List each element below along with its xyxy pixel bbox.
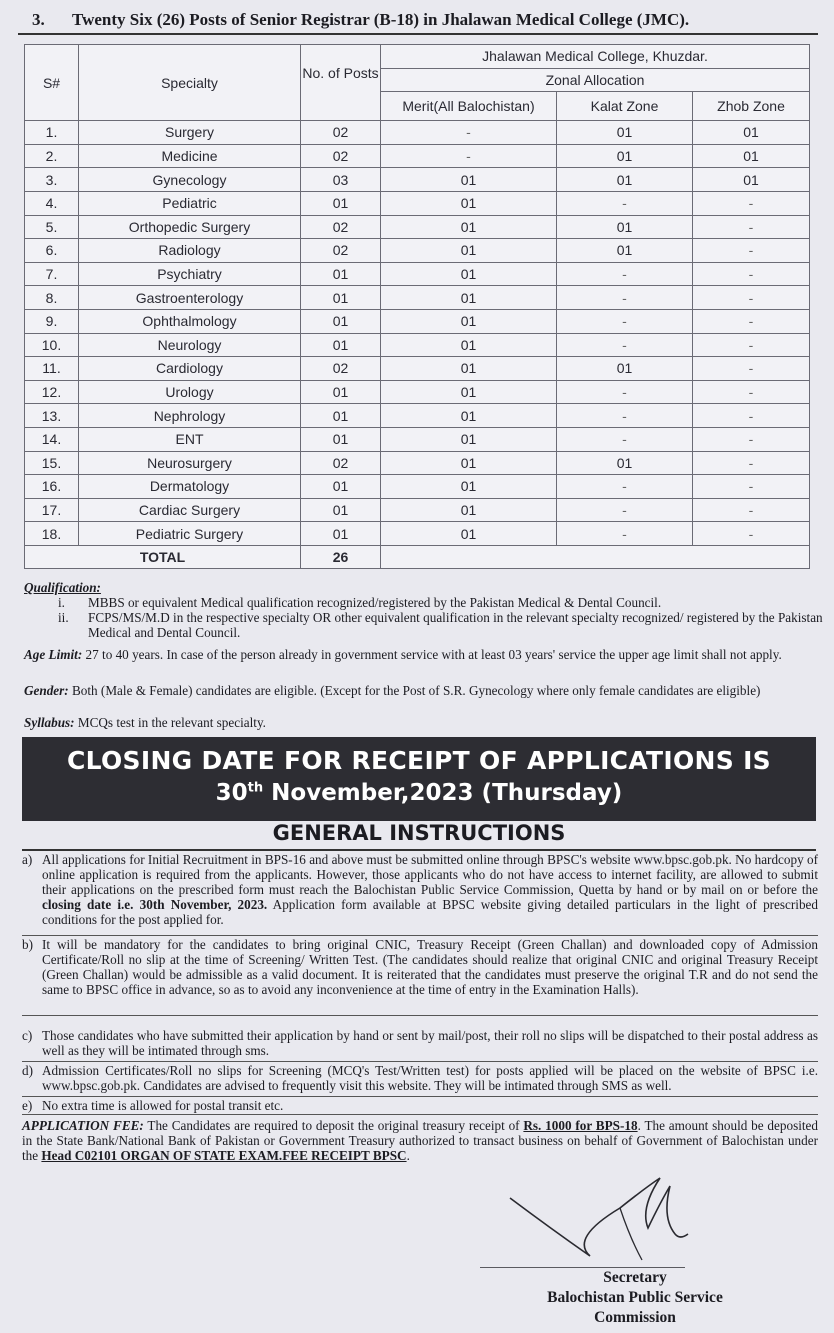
cell-zhob: - [693, 498, 810, 522]
cell-posts: 02 [301, 121, 381, 145]
fee-label: APPLICATION FEE: [22, 1118, 144, 1133]
cell-zhob: - [693, 215, 810, 239]
header-specialty: Specialty [79, 45, 301, 121]
cell-merit: - [381, 121, 557, 145]
instruction-b [22, 937, 818, 1016]
application-fee [22, 1118, 818, 1163]
cell-specialty: Gastroenterology [79, 286, 301, 310]
cell-merit: 01 [381, 191, 557, 215]
instruction-letter: b) [22, 937, 33, 952]
table-row [25, 380, 810, 404]
instruction-a-post: Application form available at BPSC website giving detailed particulars in the light of prescribed conditions for the post applied for. [42, 897, 818, 927]
cell-sno: 15. [25, 451, 79, 475]
cell-merit: 01 [381, 404, 557, 428]
cell-kalat: - [557, 309, 693, 333]
cell-zhob: 01 [693, 144, 810, 168]
cell-merit: 01 [381, 168, 557, 192]
age-limit-text: 27 to 40 years. In case of the person already in government service with at least 03 years' service the upper age limit shall not apply. [82, 647, 782, 662]
cell-posts: 01 [301, 404, 381, 428]
header-sno: S# [25, 45, 79, 121]
table-row [25, 262, 810, 286]
cell-zhob: - [693, 427, 810, 451]
table-row [25, 191, 810, 215]
cell-kalat: - [557, 475, 693, 499]
cell-kalat: 01 [557, 215, 693, 239]
qualification-label: Qualification: [24, 580, 101, 595]
cell-posts: 02 [301, 239, 381, 263]
signatory-org: Balochistan Public Service [547, 1289, 723, 1306]
syllabus-text: MCQs test in the relevant specialty. [74, 715, 266, 730]
gender-text: Both (Male & Female) candidates are eligible. (Except for the Post of S.R. Gynecology where only female candidates are eligible) [68, 683, 761, 698]
cell-specialty: Pediatric [79, 191, 301, 215]
table-row [25, 286, 810, 310]
instruction-letter: c) [22, 1028, 33, 1043]
cell-kalat: 01 [557, 239, 693, 263]
qualification-text: MBBS or equivalent Medical qualification recognized/registered by the Pakistan Medical & Dental Council. [88, 595, 662, 610]
cell-zhob: - [693, 357, 810, 381]
cell-zhob: - [693, 380, 810, 404]
age-limit-label: Age Limit: [24, 647, 83, 662]
cell-merit: 01 [381, 451, 557, 475]
cell-sno: 17. [25, 498, 79, 522]
instruction-letter: d) [22, 1063, 33, 1078]
cell-posts: 01 [301, 333, 381, 357]
cell-sno: 10. [25, 333, 79, 357]
table-row [25, 451, 810, 475]
cell-merit: 01 [381, 475, 557, 499]
age-limit [24, 648, 814, 662]
cell-specialty: Psychiatry [79, 262, 301, 286]
cell-kalat: - [557, 286, 693, 310]
cell-zhob: - [693, 475, 810, 499]
cell-zhob: - [693, 286, 810, 310]
cell-merit: 01 [381, 215, 557, 239]
qualification-item [24, 595, 824, 610]
cell-posts: 02 [301, 215, 381, 239]
banner-line2 [22, 775, 816, 806]
cell-merit: 01 [381, 262, 557, 286]
cell-specialty: Dermatology [79, 475, 301, 499]
cell-posts: 01 [301, 475, 381, 499]
instruction-letter: a) [22, 852, 33, 867]
cell-specialty: Urology [79, 380, 301, 404]
cell-kalat: - [557, 404, 693, 428]
cell-posts: 01 [301, 498, 381, 522]
fee-text: The Candidates are required to deposit the original treasury receipt of [143, 1118, 524, 1133]
cell-specialty: Cardiology [79, 357, 301, 381]
signatory-title: Secretary [603, 1269, 667, 1286]
table-row [25, 357, 810, 381]
table-row [25, 333, 810, 357]
banner-day: 30 [215, 780, 248, 806]
cell-zhob: 01 [693, 168, 810, 192]
gender-label: Gender: [24, 683, 69, 698]
signature-icon [470, 1168, 700, 1268]
cell-specialty: Radiology [79, 239, 301, 263]
instruction-a-pre: All applications for Initial Recruitment in BPS-16 and above must be submitted online through BPSC's website www.bpsc.gob.pk. No hardcopy of online application is required from the applicants. However, those applicants who do not have access to internet facility, are allowed to submit their applications on the prescribed form must reach the Balochistan Public Service Commission, Quetta by hand or by mail on or before the [42, 852, 818, 897]
fee-text: . [406, 1148, 410, 1163]
cell-zhob: - [693, 191, 810, 215]
cell-posts: 01 [301, 191, 381, 215]
cell-kalat: 01 [557, 451, 693, 475]
section-title: Twenty Six (26) Posts of Senior Registrar (B-18) in Jhalawan Medical College (JMC). [72, 10, 690, 29]
header-posts: No. of Posts [301, 45, 381, 121]
cell-zhob: - [693, 451, 810, 475]
instruction-a-bold: closing date i.e. 30th November, 2023. [42, 897, 268, 912]
cell-kalat: 01 [557, 357, 693, 381]
cell-sno: 5. [25, 215, 79, 239]
header-zonal: Zonal Allocation [381, 68, 810, 92]
cell-merit: 01 [381, 239, 557, 263]
cell-sno: 4. [25, 191, 79, 215]
cell-specialty: Medicine [79, 144, 301, 168]
cell-merit: 01 [381, 498, 557, 522]
section-heading [18, 10, 818, 35]
instruction-e [22, 1098, 818, 1115]
closing-date-banner [22, 737, 816, 821]
cell-specialty: Surgery [79, 121, 301, 145]
gender [24, 684, 814, 698]
cell-merit: 01 [381, 522, 557, 546]
cell-kalat: - [557, 191, 693, 215]
cell-zhob: - [693, 309, 810, 333]
cell-merit: 01 [381, 333, 557, 357]
cell-posts: 02 [301, 357, 381, 381]
instruction-e-text: No extra time is allowed for postal transit etc. [42, 1098, 284, 1113]
qualification [24, 580, 824, 640]
table-row [25, 239, 810, 263]
qualification-num: i. [58, 595, 65, 610]
fee-text: . The amount should be deposited in the State Bank/National Bank of Pakistan or Government Treasury authorized to transact business on behalf of Government of Balochistan under the [22, 1118, 818, 1163]
cell-merit: - [381, 144, 557, 168]
instruction-a [22, 852, 818, 936]
cell-merit: 01 [381, 427, 557, 451]
cell-posts: 02 [301, 451, 381, 475]
cell-specialty: ENT [79, 427, 301, 451]
syllabus-label: Syllabus: [24, 715, 75, 730]
table-row [25, 168, 810, 192]
cell-kalat: - [557, 380, 693, 404]
cell-sno: 16. [25, 475, 79, 499]
total-label: TOTAL [25, 545, 301, 569]
cell-merit: 01 [381, 357, 557, 381]
cell-zhob: 01 [693, 121, 810, 145]
instruction-b-text: It will be mandatory for the candidates to bring original CNIC, Treasury Receipt (Green Challan) and downloaded copy of Admission Certificate/Roll no slip at the time of Screening/ Written Test. (The candidates should realize that original CNIC and original Treasury Receipt (Green Challan) would be admissible as a valid document. It is reiterated that the candidates must preserve the original T.R and do not send the same to BPSC office in advance, so as to avoid any inconvenience at the time of entry in the Examination Halls). [42, 937, 818, 997]
posts-table [24, 44, 810, 569]
fee-amount: Rs. 1000 for BPS-18 [523, 1118, 638, 1133]
cell-sno: 1. [25, 121, 79, 145]
cell-posts: 03 [301, 168, 381, 192]
instruction-c [22, 1028, 818, 1062]
fee-head: Head C02101 ORGAN OF STATE EXAM.FEE RECEIPT BPSC [41, 1148, 407, 1163]
total-blank [381, 545, 810, 569]
cell-sno: 11. [25, 357, 79, 381]
cell-sno: 8. [25, 286, 79, 310]
cell-sno: 13. [25, 404, 79, 428]
header-zhob: Zhob Zone [693, 92, 810, 121]
header-merit: Merit(All Balochistan) [381, 92, 557, 121]
cell-merit: 01 [381, 286, 557, 310]
cell-specialty: Cardiac Surgery [79, 498, 301, 522]
cell-specialty: Ophthalmology [79, 309, 301, 333]
table-row [25, 121, 810, 145]
cell-kalat: - [557, 522, 693, 546]
cell-kalat: - [557, 262, 693, 286]
cell-posts: 01 [301, 309, 381, 333]
cell-posts: 01 [301, 522, 381, 546]
cell-posts: 02 [301, 144, 381, 168]
qualification-num: ii. [58, 610, 69, 625]
cell-zhob: - [693, 239, 810, 263]
qualification-item [24, 610, 824, 640]
instruction-letter: e) [22, 1098, 33, 1113]
qualification-text: FCPS/MS/M.D in the respective specialty OR other equivalent qualification in the relevant specialty recognized/ registered by the Pakistan Medical and Dental Council. [88, 610, 823, 640]
table-row [25, 475, 810, 499]
cell-sno: 6. [25, 239, 79, 263]
cell-specialty: Nephrology [79, 404, 301, 428]
cell-sno: 9. [25, 309, 79, 333]
cell-specialty: Neurology [79, 333, 301, 357]
cell-specialty: Orthopedic Surgery [79, 215, 301, 239]
cell-sno: 3. [25, 168, 79, 192]
cell-posts: 01 [301, 427, 381, 451]
signatory-org2: Commission [594, 1309, 676, 1326]
cell-kalat: 01 [557, 121, 693, 145]
signatory-block [500, 1268, 770, 1328]
table-row [25, 144, 810, 168]
table-header-row [25, 45, 810, 69]
cell-kalat: - [557, 427, 693, 451]
banner-rest: November,2023 (Thursday) [263, 780, 623, 806]
cell-posts: 01 [301, 286, 381, 310]
cell-sno: 14. [25, 427, 79, 451]
table-row [25, 498, 810, 522]
table-row [25, 522, 810, 546]
table-row [25, 404, 810, 428]
banner-line1: CLOSING DATE FOR RECEIPT OF APPLICATIONS IS [67, 746, 771, 775]
cell-kalat: 01 [557, 144, 693, 168]
cell-kalat: - [557, 498, 693, 522]
total-posts: 26 [301, 545, 381, 569]
cell-specialty: Neurosurgery [79, 451, 301, 475]
instruction-d-text: Admission Certificates/Roll no slips for Screening (MCQ's Test/Written test) for posts applied will be placed on the website of BPSC i.e. www.bpsc.gob.pk. Candidates are advised to frequently visit this website. They will be intimated through SMS as well. [42, 1063, 818, 1093]
table-body [25, 121, 810, 546]
cell-sno: 18. [25, 522, 79, 546]
cell-merit: 01 [381, 309, 557, 333]
cell-zhob: - [693, 404, 810, 428]
cell-zhob: - [693, 522, 810, 546]
cell-merit: 01 [381, 380, 557, 404]
instruction-c-text: Those candidates who have submitted their application by hand or sent by mail/post, their roll no slips will be dispatched to their postal address as well as they will be intimated through sms. [42, 1028, 818, 1058]
general-instructions-title: GENERAL INSTRUCTIONS [22, 821, 816, 851]
header-kalat: Kalat Zone [557, 92, 693, 121]
cell-kalat: 01 [557, 168, 693, 192]
cell-posts: 01 [301, 262, 381, 286]
table-row [25, 309, 810, 333]
banner-sup: th [247, 780, 264, 796]
instruction-d [22, 1063, 818, 1097]
cell-specialty: Pediatric Surgery [79, 522, 301, 546]
cell-kalat: - [557, 333, 693, 357]
section-number: 3. [32, 10, 45, 29]
cell-zhob: - [693, 262, 810, 286]
syllabus [24, 716, 814, 730]
cell-specialty: Gynecology [79, 168, 301, 192]
cell-sno: 12. [25, 380, 79, 404]
total-row [25, 545, 810, 569]
cell-sno: 2. [25, 144, 79, 168]
header-college: Jhalawan Medical College, Khuzdar. [381, 45, 810, 69]
table-row [25, 427, 810, 451]
cell-zhob: - [693, 333, 810, 357]
table-row [25, 215, 810, 239]
cell-sno: 7. [25, 262, 79, 286]
cell-posts: 01 [301, 380, 381, 404]
